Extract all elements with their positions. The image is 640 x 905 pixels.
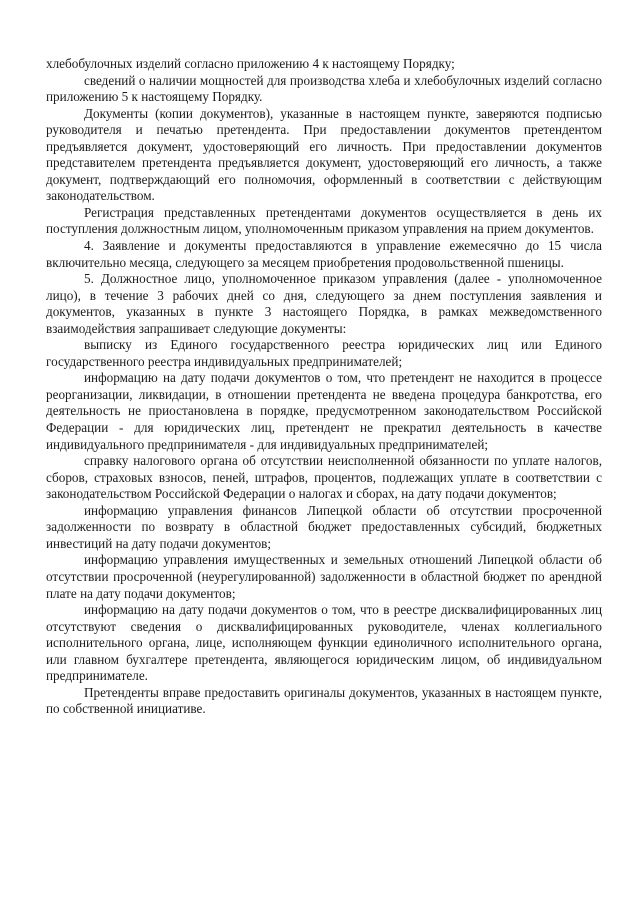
paragraph-continuation: хлебобулочных изделий согласно приложению 4 к настоящему Порядку; xyxy=(46,56,455,71)
list-item: информацию управления имущественных и земельных отношений Липецкой области об отсутствии просроченной (неурегулированной) задолженности в областной бюджет по арендной плате на дату подачи документов; xyxy=(46,552,602,601)
paragraph: сведений о наличии мощностей для производства хлеба и хлебобулочных изделий согласно приложению 5 к настоящему Порядку. xyxy=(46,72,602,105)
list-item: информацию на дату подачи документов о том, что в реестре дисквалифицированных лиц отсутствуют сведения о дисквалифицированных руководителе, членах коллегиального исполнительного органа, лице, исполняющем функции единоличного исполнительного органа, или главном бухгалтере претендента, являющегося юридическим лицом, об индивидуальном предпринимателе. xyxy=(46,602,602,684)
paragraph-item-4: 4. Заявление и документы предоставляются в управление ежемесячно до 15 числа включительно месяца, следующего за месяцем приобретения продовольственной пшеницы. xyxy=(46,238,602,270)
paragraph: Документы (копии документов), указанные в настоящем пункте, заверяются подписью руководителя и печатью претендента. При предоставлении документов претендентом предъявляется документ, удостоверяющий его личность. При предоставлении документов представителем претендента предъявляется документ, удостоверяющий его личность, а также документ, подтверждающий его полномочия, оформленный в соответствии с действующим законодательством. xyxy=(46,105,602,204)
list-item: справку налогового органа об отсутствии неисполненной обязанности по уплате налогов, сборов, страховых взносов, пеней, штрафов, процентов, подлежащих уплате в соответствии с законодательством Российской Федерации о налогах и сборах, на дату подачи документов; xyxy=(46,453,602,502)
paragraph-item-5: 5. Должностное лицо, уполномоченное приказом управления (далее - уполномоченное лицо), в течение 3 рабочих дней со дня, следующего за днем поступления заявления и документов, указанных в пункте 3 настоящего Порядка, в рамках межведомственного взаимодействия запрашивает следующие документы: xyxy=(46,271,602,336)
paragraph: Претенденты вправе предоставить оригиналы документов, указанных в настоящем пункте, по собственной инициативе. xyxy=(46,684,602,717)
list-item: информацию управления финансов Липецкой области об отсутствии просроченной задолженности по возврату в областной бюджет предоставленных субсидий, бюджетных инвестиций на дату подачи документов; xyxy=(46,502,602,551)
list-item: информацию на дату подачи документов о том, что претендент не находится в процессе реорганизации, ликвидации, в отношении претендента не введена процедура банкротства, его деятельность не приостановлена в порядке, предусмотренном законодательством Российской Федерации - для юридических лиц, претендент не прекратил деятельность в качестве индивидуального предпринимателя - для индивидуальных предпринимателей; xyxy=(46,370,602,452)
paragraph: Регистрация представленных претендентами документов осуществляется в день их поступления должностным лицом, уполномоченным приказом управления на прием документов. xyxy=(46,204,602,237)
list-item: выписку из Единого государственного реестра юридических лиц или Единого государственного реестра индивидуальных предпринимателей; xyxy=(46,337,602,369)
document-page xyxy=(46,56,602,718)
